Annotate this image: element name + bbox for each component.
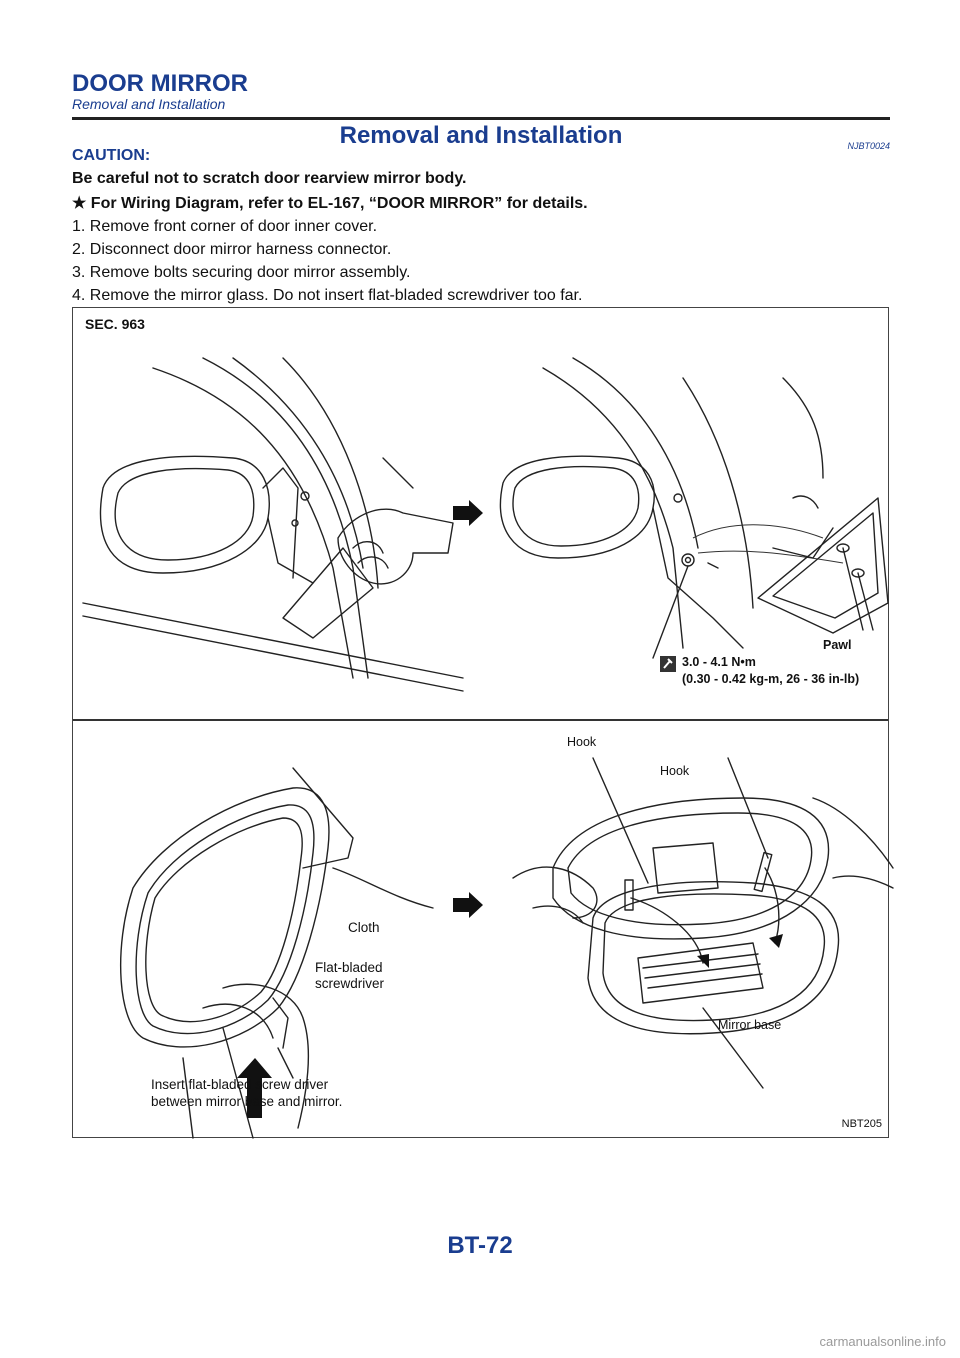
- caution-text: Be careful not to scratch door rearview mirror body.: [72, 170, 467, 187]
- screwdriver-label-2: screwdriver: [315, 976, 385, 991]
- watermark: carmanualsonline.info: [819, 1334, 946, 1349]
- step-1: 1. Remove front corner of door inner cover.: [72, 218, 378, 235]
- torque-value: 3.0 - 4.1 N•m: [682, 655, 756, 669]
- page-header-subtitle: Removal and Installation: [72, 96, 226, 112]
- illustration-door-cover-removal: [83, 348, 463, 688]
- instruction-line-1: Insert flat-bladed screw driver: [151, 1077, 329, 1092]
- hook-left-label: Hook: [567, 735, 597, 749]
- arrow-right-icon: [453, 500, 483, 526]
- wiring-note-text: For Wiring Diagram, refer to EL-167, “DOOR MIRROR” for details.: [90, 195, 588, 212]
- step-4: 4. Remove the mirror glass. Do not insert flat-bladed screwdriver too far.: [72, 287, 583, 304]
- illustration-mirror-bolts: [483, 348, 903, 688]
- figure-code: NBT205: [841, 1118, 882, 1130]
- step-3: 3. Remove bolts securing door mirror assembly.: [72, 264, 411, 281]
- arrow-right-icon: [453, 892, 483, 918]
- pawl-label: Pawl: [823, 638, 852, 652]
- screwdriver-label-1: Flat-bladed: [315, 960, 383, 975]
- star-icon: ★: [72, 195, 87, 212]
- illustration-mirror-base-hooks: [513, 758, 893, 1118]
- figure-divider: [73, 719, 888, 721]
- section-code: NJBT0024: [847, 141, 890, 151]
- header-rule: [72, 117, 890, 120]
- sec-label: SEC. 963: [85, 316, 145, 332]
- torque-alt: (0.30 - 0.42 kg-m, 26 - 36 in-lb): [682, 672, 860, 686]
- page-number: BT-72: [447, 1232, 513, 1259]
- cloth-label: Cloth: [348, 920, 380, 935]
- instruction-line-2: between mirror base and mirror.: [151, 1094, 343, 1109]
- caution-label: CAUTION:: [72, 147, 151, 164]
- hook-right-label: Hook: [660, 764, 690, 778]
- section-title: Removal and Installation: [339, 122, 623, 149]
- figure-box: [72, 307, 889, 1138]
- mirror-base-label: Mirror base: [718, 1018, 782, 1032]
- wiring-note: [72, 193, 588, 213]
- step-2: 2. Disconnect door mirror harness connector.: [72, 241, 392, 258]
- torque-wrench-icon: [660, 656, 676, 672]
- page-header-title: DOOR MIRROR: [72, 70, 248, 97]
